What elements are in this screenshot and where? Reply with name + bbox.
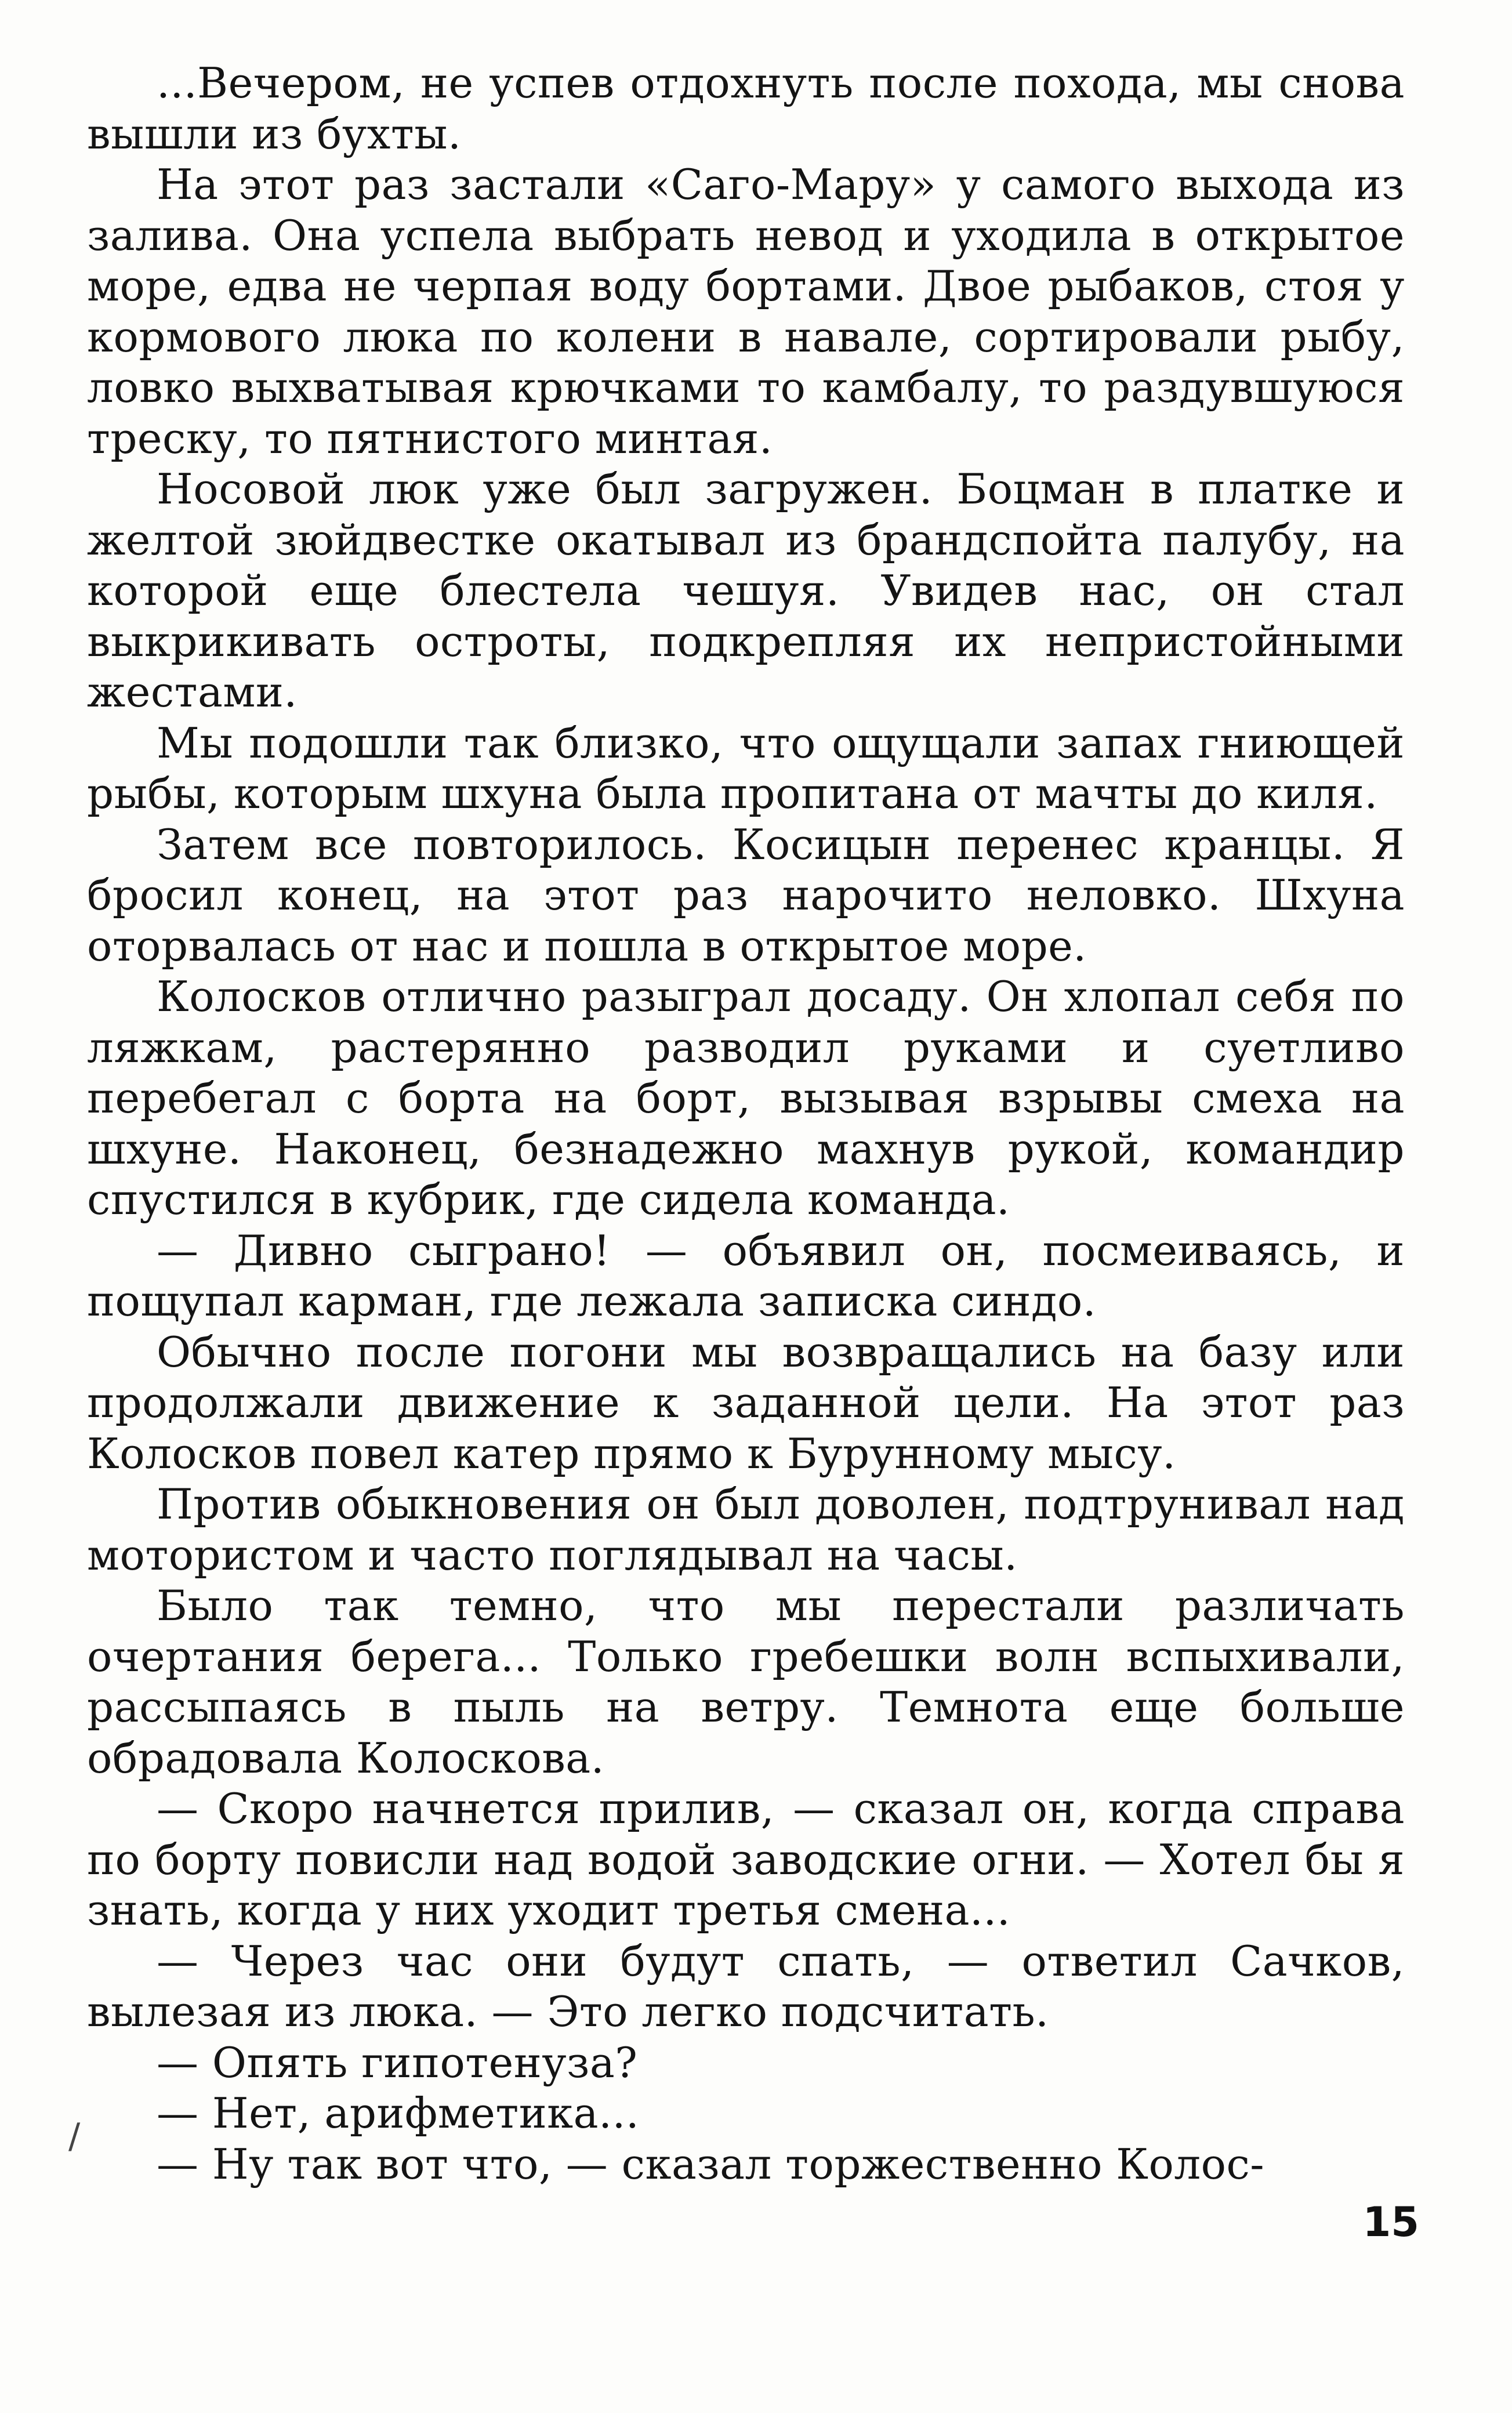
paragraph-2: На этот раз застали «Саго-Мару» у самого выхода из залива. Она успела выбрать невод и уходила в открытое море, едва не черпая воду бортами. Двое рыбаков, стоя у кормового люка по колени в навале, сортировали рыбу, ловко выхватывая крючками то камбалу, то раздувшуюся треску, то пятнистого минтая.: [87, 160, 1405, 463]
paragraph-3: Носовой люк уже был загружен. Боцман в платке и желтой зюйдвестке окатывал из брандспойта палубу, на которой еще блестела чешуя. Увидев нас, он стал выкрикивать остроты, подкрепляя их непристойными жестами.: [87, 465, 1405, 716]
page-number: 15: [1362, 2198, 1419, 2246]
paragraph-6: Колосков отлично разыграл досаду. Он хлопал себя по ляжкам, растерянно разводил руками и суетливо перебегал с борта на борт, вызывая взрывы смеха на шхуне. Наконец, безнадежно махнув рукой, командир спустился в кубрик, где сидела команда.: [87, 972, 1405, 1224]
paragraph-5: Затем все повторилось. Косицын перенес кранцы. Я бросил конец, на этот раз нарочито неловко. Шхуна оторвалась от нас и пошла в открытое море.: [87, 820, 1405, 970]
paragraph-7: — Дивно сыграно! — объявил он, посмеиваясь, и пощупал карман, где лежала записка синдо.: [87, 1226, 1405, 1325]
paragraph-13: — Опять гипотенуза?: [157, 2038, 638, 2087]
paragraph-10: Было так темно, что мы перестали различать очертания берега... Только гребешки волн вспыхивали, рассыпаясь в пыль на ветру. Темнота еще больше обрадовала Колоскова.: [87, 1581, 1405, 1782]
paragraph-14: — Нет, арифметика...: [157, 2089, 640, 2137]
paragraph-12: — Через час они будут спать, — ответил Сачков, вылезая из люка. — Это легко подсчитать.: [87, 1936, 1405, 2036]
paragraph-4: Мы подошли так близко, что ощущали запах гниющей рыбы, которым шхуна была пропитана от мачты до киля.: [87, 718, 1405, 818]
paragraph-1: ...Вечером, не успев отдохнуть после похода, мы снова вышли из бухты.: [87, 59, 1405, 158]
paragraph-15: — Ну так вот что, — сказал торжественно Колос-: [157, 2139, 1265, 2189]
paragraph-9: Против обыкновения он был доволен, подтрунивал над мотористом и часто поглядывал на часы.: [87, 1480, 1405, 1579]
paragraph-11: — Скоро начнется прилив, — сказал он, когда справа по борту повисли над водой заводские огни. — Хотел бы я знать, когда у них уходит третья смена...: [87, 1784, 1405, 1934]
paragraph-8: Обычно после погони мы возвращались на базу или продолжали движение к заданной цели. На этот раз Колосков повел катер прямо к Бурунному мысу.: [87, 1327, 1405, 1478]
margin-pencil-mark: /: [68, 2116, 81, 2157]
body-text: [87, 58, 1405, 2190]
